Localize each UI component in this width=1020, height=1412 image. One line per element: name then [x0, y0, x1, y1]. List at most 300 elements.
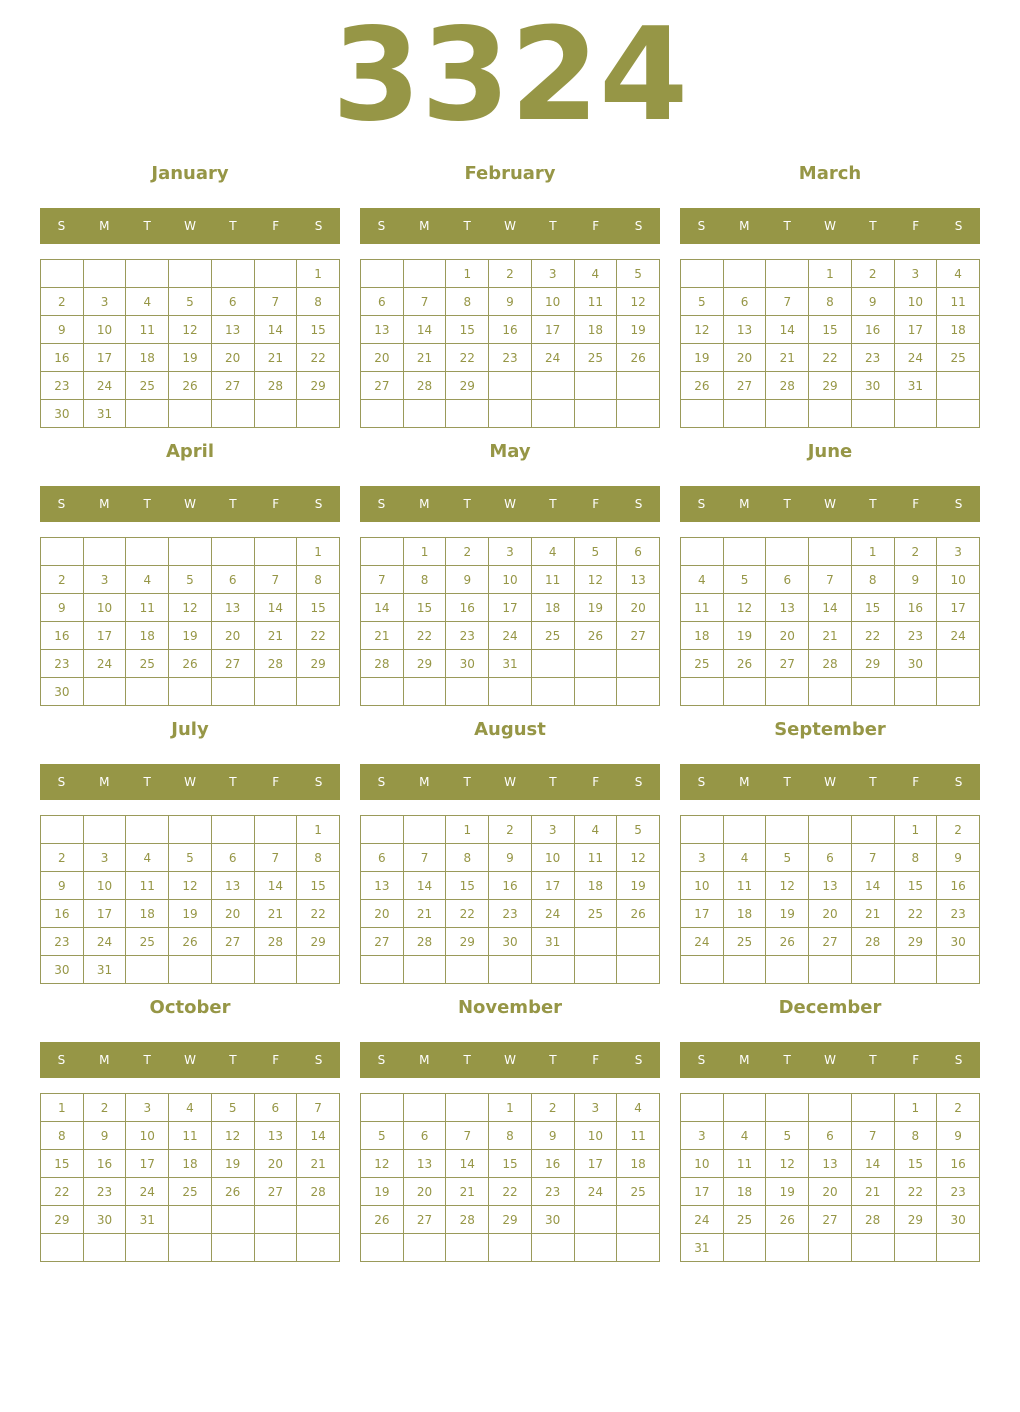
week-row	[41, 928, 340, 956]
day-cell: 12	[169, 316, 212, 344]
day-grid	[360, 537, 660, 706]
weekday-label: T	[549, 219, 557, 233]
day-cell: 22	[446, 900, 489, 928]
day-cell	[766, 956, 809, 984]
day-cell: 11	[126, 594, 169, 622]
day-cell: 7	[446, 1122, 489, 1150]
day-cell	[41, 538, 84, 566]
week-row	[681, 372, 980, 400]
day-cell	[126, 400, 169, 428]
week-row	[361, 1122, 660, 1150]
day-cell	[809, 538, 852, 566]
day-cell: 25	[937, 344, 980, 372]
day-cell: 19	[681, 344, 724, 372]
day-cell	[361, 678, 404, 706]
day-cell: 12	[574, 566, 617, 594]
week-row	[41, 844, 340, 872]
day-cell	[403, 816, 446, 844]
day-cell: 6	[809, 844, 852, 872]
day-cell: 22	[297, 900, 340, 928]
day-cell	[937, 372, 980, 400]
weekday-label: S	[377, 775, 386, 789]
day-cell: 17	[681, 1178, 724, 1206]
day-cell: 11	[574, 844, 617, 872]
day-cell: 4	[617, 1094, 660, 1122]
day-cell: 6	[211, 566, 254, 594]
day-cell	[723, 260, 766, 288]
day-cell: 23	[531, 1178, 574, 1206]
week-row	[41, 1178, 340, 1206]
day-cell: 24	[83, 650, 126, 678]
day-cell: 11	[574, 288, 617, 316]
day-cell: 6	[211, 844, 254, 872]
day-cell	[126, 538, 169, 566]
week-row	[681, 928, 980, 956]
day-cell: 1	[297, 260, 340, 288]
week-row	[361, 260, 660, 288]
weekday-label: T	[229, 1053, 237, 1067]
day-cell: 17	[894, 316, 937, 344]
day-cell: 14	[361, 594, 404, 622]
week-row	[361, 566, 660, 594]
weekday-label: M	[99, 775, 110, 789]
day-cell: 9	[851, 288, 894, 316]
day-cell: 12	[617, 288, 660, 316]
week-row	[41, 1206, 340, 1234]
week-row	[361, 316, 660, 344]
day-grid	[680, 259, 980, 428]
week-row	[361, 844, 660, 872]
day-cell: 18	[617, 1150, 660, 1178]
day-cell: 21	[403, 344, 446, 372]
day-cell	[574, 1206, 617, 1234]
day-cell	[446, 1094, 489, 1122]
week-row	[41, 622, 340, 650]
day-cell: 7	[254, 288, 297, 316]
day-cell: 17	[681, 900, 724, 928]
day-cell: 21	[766, 344, 809, 372]
weekday-label: W	[824, 775, 836, 789]
day-cell: 10	[531, 844, 574, 872]
day-cell: 25	[681, 650, 724, 678]
day-cell: 1	[446, 260, 489, 288]
day-cell: 30	[83, 1206, 126, 1234]
day-cell: 25	[723, 1206, 766, 1234]
week-row	[361, 928, 660, 956]
day-cell: 23	[937, 1178, 980, 1206]
day-cell: 29	[446, 928, 489, 956]
day-cell: 7	[851, 844, 894, 872]
day-cell	[574, 650, 617, 678]
day-cell	[617, 1206, 660, 1234]
day-cell: 2	[489, 816, 532, 844]
day-cell	[254, 678, 297, 706]
day-cell: 24	[574, 1178, 617, 1206]
day-cell: 19	[723, 622, 766, 650]
day-cell: 31	[489, 650, 532, 678]
day-cell: 11	[723, 1150, 766, 1178]
week-row	[41, 816, 340, 844]
day-cell: 20	[617, 594, 660, 622]
day-cell: 27	[361, 372, 404, 400]
day-cell: 28	[254, 650, 297, 678]
day-cell	[297, 956, 340, 984]
day-cell: 12	[681, 316, 724, 344]
day-cell: 25	[169, 1178, 212, 1206]
day-cell: 9	[446, 566, 489, 594]
day-cell: 29	[297, 372, 340, 400]
day-cell: 8	[41, 1122, 84, 1150]
day-cell	[83, 538, 126, 566]
day-cell	[937, 678, 980, 706]
day-cell: 3	[681, 844, 724, 872]
day-cell	[41, 1234, 84, 1262]
day-cell: 15	[297, 316, 340, 344]
day-cell	[937, 956, 980, 984]
day-cell	[403, 260, 446, 288]
day-cell	[723, 956, 766, 984]
day-cell: 22	[894, 1178, 937, 1206]
day-cell: 2	[446, 538, 489, 566]
day-cell: 13	[809, 1150, 852, 1178]
day-cell: 30	[937, 928, 980, 956]
day-cell: 8	[297, 566, 340, 594]
weekday-label: F	[272, 497, 280, 511]
day-cell: 14	[297, 1122, 340, 1150]
day-cell	[617, 400, 660, 428]
day-cell: 11	[617, 1122, 660, 1150]
day-cell: 3	[894, 260, 937, 288]
day-cell: 10	[83, 594, 126, 622]
week-row	[41, 566, 340, 594]
week-row	[361, 816, 660, 844]
week-row	[41, 956, 340, 984]
day-cell	[723, 678, 766, 706]
week-row	[681, 1178, 980, 1206]
day-cell: 27	[211, 650, 254, 678]
day-cell: 12	[766, 872, 809, 900]
day-cell: 24	[681, 1206, 724, 1234]
day-cell: 9	[937, 844, 980, 872]
day-cell: 18	[531, 594, 574, 622]
day-grid	[680, 815, 980, 984]
day-cell: 10	[894, 288, 937, 316]
day-cell: 18	[126, 900, 169, 928]
day-cell: 28	[809, 650, 852, 678]
day-cell: 29	[297, 650, 340, 678]
day-cell: 23	[41, 650, 84, 678]
day-cell: 18	[723, 1178, 766, 1206]
day-cell: 9	[489, 288, 532, 316]
day-cell	[766, 1234, 809, 1262]
day-cell: 18	[169, 1150, 212, 1178]
week-row	[681, 316, 980, 344]
day-cell	[361, 260, 404, 288]
day-cell: 15	[851, 594, 894, 622]
day-cell: 14	[851, 872, 894, 900]
weekday-label: T	[143, 497, 151, 511]
month-name: May	[489, 441, 531, 462]
day-cell: 4	[723, 844, 766, 872]
week-row	[361, 344, 660, 372]
day-cell: 26	[169, 650, 212, 678]
week-row	[361, 956, 660, 984]
day-cell: 28	[766, 372, 809, 400]
day-cell: 18	[574, 316, 617, 344]
day-cell	[254, 400, 297, 428]
weekday-label: S	[314, 497, 323, 511]
day-cell: 4	[531, 538, 574, 566]
day-cell: 6	[723, 288, 766, 316]
day-cell: 8	[403, 566, 446, 594]
weekday-label: S	[954, 219, 963, 233]
day-cell	[766, 538, 809, 566]
day-cell: 29	[403, 650, 446, 678]
day-cell: 24	[681, 928, 724, 956]
day-cell: 15	[446, 316, 489, 344]
day-cell: 23	[83, 1178, 126, 1206]
day-cell: 17	[937, 594, 980, 622]
day-cell	[126, 956, 169, 984]
day-cell: 21	[254, 344, 297, 372]
day-cell: 17	[83, 900, 126, 928]
day-cell: 16	[851, 316, 894, 344]
week-row	[681, 844, 980, 872]
day-grid	[360, 1093, 660, 1262]
day-cell: 12	[723, 594, 766, 622]
day-cell: 25	[617, 1178, 660, 1206]
day-cell: 4	[574, 260, 617, 288]
day-cell: 31	[126, 1206, 169, 1234]
weekday-label: T	[783, 497, 791, 511]
day-cell: 30	[851, 372, 894, 400]
weekday-label: S	[57, 775, 66, 789]
day-cell: 6	[809, 1122, 852, 1150]
day-cell: 5	[723, 566, 766, 594]
weekday-label: M	[739, 219, 750, 233]
week-row	[361, 622, 660, 650]
day-cell	[361, 1234, 404, 1262]
day-cell	[361, 400, 404, 428]
day-cell: 2	[937, 816, 980, 844]
day-cell: 13	[361, 316, 404, 344]
weekday-label: T	[463, 1053, 471, 1067]
month-name: January	[151, 163, 229, 184]
day-cell: 25	[574, 900, 617, 928]
day-cell	[574, 956, 617, 984]
day-cell	[169, 678, 212, 706]
day-cell: 11	[937, 288, 980, 316]
day-cell: 20	[254, 1150, 297, 1178]
day-cell	[531, 400, 574, 428]
day-cell	[574, 1234, 617, 1262]
day-cell: 12	[211, 1122, 254, 1150]
day-cell: 19	[361, 1178, 404, 1206]
day-cell: 21	[361, 622, 404, 650]
week-row	[41, 372, 340, 400]
day-cell	[403, 1094, 446, 1122]
day-cell: 17	[531, 872, 574, 900]
day-cell: 28	[851, 1206, 894, 1234]
day-cell: 8	[446, 844, 489, 872]
day-cell	[809, 956, 852, 984]
day-cell: 15	[489, 1150, 532, 1178]
day-cell	[851, 1094, 894, 1122]
day-cell	[126, 678, 169, 706]
day-cell: 26	[169, 372, 212, 400]
day-cell	[126, 260, 169, 288]
day-cell: 1	[851, 538, 894, 566]
day-cell: 10	[83, 316, 126, 344]
day-cell: 27	[211, 372, 254, 400]
day-cell: 31	[531, 928, 574, 956]
weekday-header	[680, 486, 980, 522]
day-cell	[617, 372, 660, 400]
day-cell	[169, 816, 212, 844]
weekday-label: T	[463, 219, 471, 233]
day-cell: 3	[937, 538, 980, 566]
day-cell	[169, 400, 212, 428]
day-cell: 13	[723, 316, 766, 344]
day-cell	[617, 1234, 660, 1262]
day-cell: 3	[126, 1094, 169, 1122]
day-cell: 13	[211, 594, 254, 622]
day-cell: 28	[254, 372, 297, 400]
weekday-label: W	[184, 1053, 196, 1067]
day-cell	[403, 1234, 446, 1262]
day-cell	[254, 956, 297, 984]
day-cell: 6	[361, 844, 404, 872]
day-cell: 16	[83, 1150, 126, 1178]
weekday-header	[360, 208, 660, 244]
week-row	[681, 1206, 980, 1234]
week-row	[681, 400, 980, 428]
day-cell: 28	[361, 650, 404, 678]
week-row	[41, 344, 340, 372]
day-cell: 17	[574, 1150, 617, 1178]
day-cell: 12	[617, 844, 660, 872]
day-cell	[446, 400, 489, 428]
day-cell: 3	[83, 288, 126, 316]
day-cell: 28	[254, 928, 297, 956]
day-cell: 20	[211, 900, 254, 928]
day-cell: 22	[41, 1178, 84, 1206]
day-cell: 22	[851, 622, 894, 650]
week-row	[41, 1234, 340, 1262]
day-cell	[489, 1234, 532, 1262]
weekday-label: W	[184, 775, 196, 789]
day-cell: 29	[894, 928, 937, 956]
month-name: September	[774, 719, 886, 740]
week-row	[681, 566, 980, 594]
day-cell: 18	[574, 872, 617, 900]
day-cell: 26	[723, 650, 766, 678]
weekday-label: S	[697, 775, 706, 789]
day-cell: 13	[211, 872, 254, 900]
day-cell: 8	[297, 844, 340, 872]
day-cell: 27	[723, 372, 766, 400]
day-cell: 5	[617, 816, 660, 844]
day-cell: 3	[83, 566, 126, 594]
weekday-label: S	[634, 219, 643, 233]
day-cell: 5	[169, 566, 212, 594]
day-cell	[254, 1234, 297, 1262]
day-cell: 14	[254, 594, 297, 622]
day-cell: 16	[937, 1150, 980, 1178]
day-cell: 9	[41, 316, 84, 344]
weekday-label: T	[229, 497, 237, 511]
day-cell: 26	[211, 1178, 254, 1206]
weekday-label: T	[143, 219, 151, 233]
day-cell: 10	[489, 566, 532, 594]
day-cell: 19	[169, 622, 212, 650]
week-row	[41, 260, 340, 288]
day-cell	[126, 816, 169, 844]
day-cell	[851, 816, 894, 844]
day-cell: 31	[83, 956, 126, 984]
week-row	[41, 538, 340, 566]
weekday-label: F	[272, 775, 280, 789]
day-cell	[723, 538, 766, 566]
day-cell: 26	[617, 344, 660, 372]
day-cell: 3	[489, 538, 532, 566]
day-cell	[297, 678, 340, 706]
day-cell	[809, 1234, 852, 1262]
day-cell: 22	[809, 344, 852, 372]
day-cell: 2	[531, 1094, 574, 1122]
week-row	[361, 372, 660, 400]
week-row	[41, 1094, 340, 1122]
day-cell: 30	[531, 1206, 574, 1234]
day-cell: 21	[254, 622, 297, 650]
weekday-label: F	[912, 775, 920, 789]
weekday-label: S	[634, 775, 643, 789]
day-cell: 22	[894, 900, 937, 928]
day-cell: 15	[446, 872, 489, 900]
week-row	[681, 344, 980, 372]
weekday-label: F	[912, 1053, 920, 1067]
day-cell: 3	[83, 844, 126, 872]
day-cell	[766, 400, 809, 428]
day-cell: 14	[403, 872, 446, 900]
day-cell: 23	[41, 372, 84, 400]
day-cell: 9	[83, 1122, 126, 1150]
day-cell: 17	[531, 316, 574, 344]
day-cell: 2	[489, 260, 532, 288]
day-cell: 26	[681, 372, 724, 400]
day-cell	[403, 956, 446, 984]
day-cell: 8	[809, 288, 852, 316]
day-cell: 1	[894, 1094, 937, 1122]
day-cell	[809, 816, 852, 844]
day-cell: 27	[809, 1206, 852, 1234]
day-cell: 13	[617, 566, 660, 594]
day-cell: 23	[446, 622, 489, 650]
day-cell: 7	[766, 288, 809, 316]
day-cell: 1	[41, 1094, 84, 1122]
day-cell	[83, 1234, 126, 1262]
day-cell: 6	[766, 566, 809, 594]
day-cell: 13	[361, 872, 404, 900]
day-cell: 7	[851, 1122, 894, 1150]
day-cell	[617, 650, 660, 678]
day-cell: 30	[446, 650, 489, 678]
weekday-label: S	[57, 1053, 66, 1067]
weekday-label: T	[229, 775, 237, 789]
week-row	[41, 316, 340, 344]
weekday-label: W	[504, 1053, 516, 1067]
weekday-label: S	[57, 497, 66, 511]
